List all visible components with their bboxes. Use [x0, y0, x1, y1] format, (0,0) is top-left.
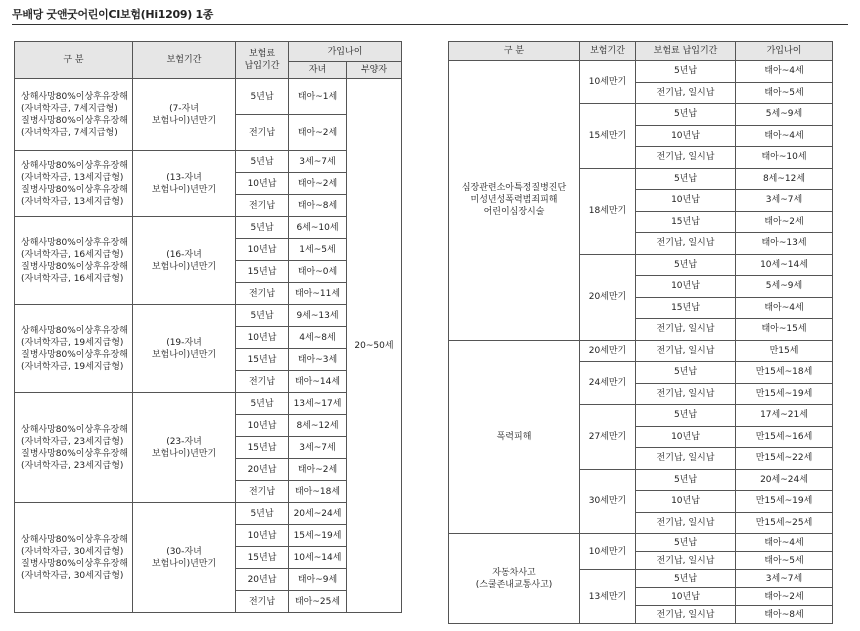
- pay-period-cell: 10년납: [236, 239, 289, 261]
- pay-period-cell: 20년납: [236, 569, 289, 591]
- age-cell: 태아~15세: [736, 319, 833, 341]
- age-cell: 만15세~19세: [736, 491, 833, 513]
- table-row: [15, 79, 402, 115]
- pay-period-cell: 10년납: [636, 426, 736, 448]
- age-cell: 만15세~19세: [736, 383, 833, 405]
- age-cell: 3세~7세: [736, 570, 833, 588]
- pay-period-cell: 전기납: [236, 371, 289, 393]
- division-cell: 상해사망80%이상후유장해 (자녀학자금, 7세지급형) 질병사망80%이상후유장해 (자녀학자금, 7세지급형): [15, 79, 133, 151]
- child-age-cell: 태아~18세: [289, 481, 347, 503]
- pay-period-cell: 5년납: [236, 217, 289, 239]
- period-cell: (7-자녀 보험나이)년만기: [133, 79, 236, 151]
- table-row: [15, 151, 402, 173]
- age-cell: 태아~10세: [736, 147, 833, 169]
- period-cell: 10세만기: [580, 61, 636, 104]
- child-age-cell: 태아~8세: [289, 195, 347, 217]
- child-age-cell: 태아~1세: [289, 79, 347, 115]
- age-cell: 17세~21세: [736, 405, 833, 427]
- table-row: [15, 217, 402, 239]
- period-cell: 10세만기: [580, 534, 636, 570]
- pay-period-cell: 5년납: [636, 469, 736, 491]
- division-cell: 상해사망80%이상후유장해 (자녀학자금, 13세지급형) 질병사망80%이상후유장해 (자녀학자금, 13세지급형): [15, 151, 133, 217]
- pay-period-cell: 15년납: [636, 211, 736, 233]
- table-row: [15, 503, 402, 525]
- child-age-cell: 4세~8세: [289, 327, 347, 349]
- table-row: [449, 61, 833, 83]
- child-age-cell: 태아~25세: [289, 591, 347, 613]
- age-cell: 8세~12세: [736, 168, 833, 190]
- child-age-cell: 15세~19세: [289, 525, 347, 547]
- division-cell: 상해사망80%이상후유장해 (자녀학자금, 16세지급형) 질병사망80%이상후유장해 (자녀학자금, 16세지급형): [15, 217, 133, 305]
- header-age: 가입나이: [736, 42, 833, 61]
- child-age-cell: 8세~12세: [289, 415, 347, 437]
- pay-period-cell: 전기납, 일시납: [636, 147, 736, 169]
- age-cell: 태아~5세: [736, 552, 833, 570]
- pay-period-cell: 5년납: [236, 79, 289, 115]
- age-cell: 만15세: [736, 340, 833, 362]
- pay-period-cell: 전기납, 일시납: [636, 319, 736, 341]
- child-age-cell: 9세~13세: [289, 305, 347, 327]
- period-cell: 20세만기: [580, 340, 636, 362]
- period-cell: (23-자녀 보험나이)년만기: [133, 393, 236, 503]
- pay-period-cell: 전기납, 일시납: [636, 340, 736, 362]
- pay-period-cell: 5년납: [636, 570, 736, 588]
- pay-period-cell: 20년납: [236, 459, 289, 481]
- period-cell: 30세만기: [580, 469, 636, 534]
- pay-period-cell: 5년납: [636, 254, 736, 276]
- period-cell: 13세만기: [580, 570, 636, 624]
- age-cell: 20세~24세: [736, 469, 833, 491]
- child-age-cell: 10세~14세: [289, 547, 347, 569]
- child-age-cell: 태아~2세: [289, 173, 347, 195]
- pay-period-cell: 전기납: [236, 481, 289, 503]
- pay-period-cell: 5년납: [636, 168, 736, 190]
- division-cell: 상해사망80%이상후유장해 (자녀학자금, 19세지급형) 질병사망80%이상후유장해 (자녀학자금, 19세지급형): [15, 305, 133, 393]
- pay-period-cell: 전기납, 일시납: [636, 383, 736, 405]
- age-cell: 태아~8세: [736, 606, 833, 624]
- pay-period-cell: 10년납: [636, 190, 736, 212]
- division-cell: 상해사망80%이상후유장해 (자녀학자금, 23세지급형) 질병사망80%이상후유장해 (자녀학자금, 23세지급형): [15, 393, 133, 503]
- pay-period-cell: 5년납: [236, 151, 289, 173]
- table-row: [15, 393, 402, 415]
- pay-period-cell: 전기납, 일시납: [636, 552, 736, 570]
- period-cell: 27세만기: [580, 405, 636, 470]
- pay-period-cell: 5년납: [236, 305, 289, 327]
- header-pay-period: 보험료 납입기간: [236, 42, 289, 79]
- header-period: 보험기간: [580, 42, 636, 61]
- pay-period-cell: 전기납, 일시납: [636, 82, 736, 104]
- age-cell: 만15세~25세: [736, 512, 833, 534]
- age-cell: 태아~5세: [736, 82, 833, 104]
- pay-period-cell: 15년납: [636, 297, 736, 319]
- pay-period-cell: 전기납, 일시납: [636, 448, 736, 470]
- division-cell: 자동차사고 (스쿨존내교통사고): [449, 534, 580, 624]
- division-cell: 상해사망80%이상후유장해 (자녀학자금, 30세지급형) 질병사망80%이상후유장해 (자녀학자금, 30세지급형): [15, 503, 133, 613]
- table-row: [449, 340, 833, 362]
- pay-period-cell: 15년납: [236, 437, 289, 459]
- child-age-cell: 태아~9세: [289, 569, 347, 591]
- child-age-cell: 태아~2세: [289, 115, 347, 151]
- age-cell: 태아~4세: [736, 534, 833, 552]
- pay-period-cell: 10년납: [236, 525, 289, 547]
- page-title: 무배당 굿앤굿어린이CI보험(Hi1209) 1종: [12, 8, 214, 21]
- pay-period-cell: 15년납: [236, 349, 289, 371]
- pay-period-cell: 10년납: [236, 415, 289, 437]
- pay-period-cell: 5년납: [236, 393, 289, 415]
- period-cell: (16-자녀 보험나이)년만기: [133, 217, 236, 305]
- period-cell: 24세만기: [580, 362, 636, 405]
- child-age-cell: 3세~7세: [289, 437, 347, 459]
- age-cell: 만15세~18세: [736, 362, 833, 384]
- pay-period-cell: 5년납: [636, 104, 736, 126]
- pay-period-cell: 10년납: [636, 588, 736, 606]
- age-cell: 태아~2세: [736, 211, 833, 233]
- child-age-cell: 3세~7세: [289, 151, 347, 173]
- pay-period-cell: 전기납: [236, 115, 289, 151]
- age-cell: 태아~4세: [736, 125, 833, 147]
- child-age-cell: 6세~10세: [289, 217, 347, 239]
- pay-period-cell: 전기납: [236, 195, 289, 217]
- period-cell: (30-자녀 보험나이)년만기: [133, 503, 236, 613]
- pay-period-cell: 5년납: [636, 61, 736, 83]
- pay-period-cell: 전기납: [236, 591, 289, 613]
- pay-period-cell: 전기납, 일시납: [636, 606, 736, 624]
- age-cell: 5세~9세: [736, 276, 833, 298]
- pay-period-cell: 10년납: [636, 276, 736, 298]
- pay-period-cell: 5년납: [636, 534, 736, 552]
- pay-period-cell: 5년납: [636, 405, 736, 427]
- age-cell: 만15세~22세: [736, 448, 833, 470]
- header-pay-period: 보험료 납입기간: [636, 42, 736, 61]
- child-age-cell: 20세~24세: [289, 503, 347, 525]
- pay-period-cell: 5년납: [636, 362, 736, 384]
- header-period: 보험기간: [133, 42, 236, 79]
- pay-period-cell: 전기납: [236, 283, 289, 305]
- age-cell: 태아~13세: [736, 233, 833, 255]
- left-age-table: [14, 41, 402, 613]
- header-dependent: 부양자: [347, 62, 402, 79]
- pay-period-cell: 15년납: [236, 547, 289, 569]
- period-cell: 20세만기: [580, 254, 636, 340]
- child-age-cell: 태아~14세: [289, 371, 347, 393]
- pay-period-cell: 전기납, 일시납: [636, 512, 736, 534]
- age-cell: 10세~14세: [736, 254, 833, 276]
- right-age-table: [448, 41, 833, 624]
- header-division: 구 분: [449, 42, 580, 61]
- division-cell: 폭력피해: [449, 340, 580, 534]
- pay-period-cell: 10년납: [236, 327, 289, 349]
- age-cell: 태아~4세: [736, 61, 833, 83]
- child-age-cell: 1세~5세: [289, 239, 347, 261]
- age-cell: 5세~9세: [736, 104, 833, 126]
- header-age: 가입나이: [289, 42, 402, 62]
- pay-period-cell: 10년납: [236, 173, 289, 195]
- table-row: [15, 305, 402, 327]
- header-child: 자녀: [289, 62, 347, 79]
- pay-period-cell: 전기납, 일시납: [636, 233, 736, 255]
- period-cell: 15세만기: [580, 104, 636, 169]
- pay-period-cell: 5년납: [236, 503, 289, 525]
- age-cell: 3세~7세: [736, 190, 833, 212]
- division-cell: 심장관련소아특정질병진단 미성년성폭력범죄피해 어린이심장시술: [449, 61, 580, 341]
- table-row: [449, 534, 833, 552]
- period-cell: (13-자녀 보험나이)년만기: [133, 151, 236, 217]
- age-cell: 태아~4세: [736, 297, 833, 319]
- header-division: 구 분: [15, 42, 133, 79]
- title-divider: [12, 24, 848, 25]
- period-cell: 18세만기: [580, 168, 636, 254]
- child-age-cell: 태아~11세: [289, 283, 347, 305]
- dependent-age-cell: 20~50세: [347, 79, 402, 613]
- child-age-cell: 태아~3세: [289, 349, 347, 371]
- child-age-cell: 태아~2세: [289, 459, 347, 481]
- period-cell: (19-자녀 보험나이)년만기: [133, 305, 236, 393]
- age-cell: 만15세~16세: [736, 426, 833, 448]
- child-age-cell: 13세~17세: [289, 393, 347, 415]
- pay-period-cell: 15년납: [236, 261, 289, 283]
- pay-period-cell: 10년납: [636, 491, 736, 513]
- child-age-cell: 태아~0세: [289, 261, 347, 283]
- age-cell: 태아~2세: [736, 588, 833, 606]
- pay-period-cell: 10년납: [636, 125, 736, 147]
